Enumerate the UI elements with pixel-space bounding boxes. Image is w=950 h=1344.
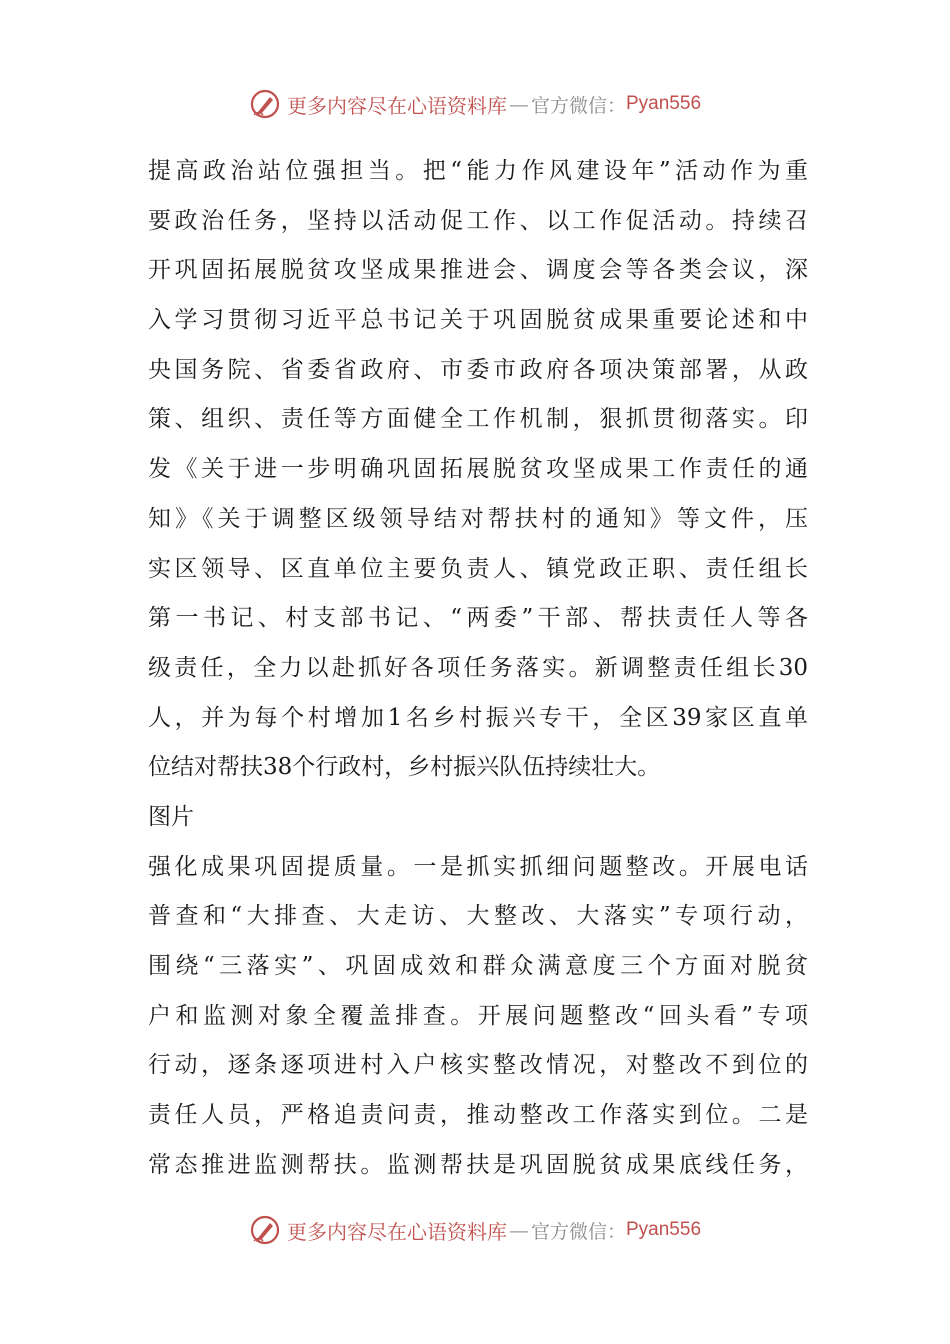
- body-line: 开巩固拓展脱贫攻坚成果推进会、调度会等各类会议，深: [148, 257, 808, 284]
- body-line: 入学习贯彻习近平总书记关于巩固脱贫成果重要论述和中: [148, 307, 808, 334]
- banner-dash: —: [508, 1218, 529, 1242]
- body-line: 责任人员，严格追责问责，推动整改工作落实到位。二是: [148, 1102, 808, 1129]
- body-line: 要政治任务，坚持以活动促工作、以工作促活动。持续召: [148, 207, 808, 234]
- body-line: 人，并为每个村增加1名乡村振兴专干，全区39家区直单: [148, 704, 808, 731]
- body-line: 围绕“三落实”、巩固成效和群众满意度三个方面对脱贫: [148, 953, 808, 979]
- body-line: 提高政治站位强担当。把“能力作风建设年”活动作为重: [148, 158, 808, 184]
- banner-dash: —: [508, 92, 529, 116]
- body-line: 实区领导、区直单位主要负责人、镇党政正职、责任组长: [148, 555, 808, 582]
- pen-logo-icon: [249, 1214, 281, 1246]
- pen-logo-icon: [249, 88, 281, 120]
- header-banner: [0, 84, 950, 124]
- footer-banner: [0, 1210, 950, 1250]
- banner-wechat-id: Pyan556: [626, 1219, 702, 1240]
- document-body: [148, 147, 808, 1190]
- body-line: 普查和“大排查、大走访、大整改、大落实”专项行动，: [148, 903, 808, 930]
- banner-site-name: 更多内容尽在心语资料库: [286, 1219, 507, 1244]
- banner-wechat-label: 官方微信：: [530, 1220, 626, 1243]
- body-line: 强化成果巩固提质量。一是抓实抓细问题整改。开展电话: [148, 853, 808, 880]
- body-line: 行动，逐条逐项进村入户核实整改情况，对整改不到位的: [148, 1052, 808, 1079]
- body-line: 发《关于进一步明确巩固拓展脱贫攻坚成果工作责任的通: [148, 456, 808, 483]
- banner-wechat-label: 官方微信：: [530, 94, 626, 117]
- banner-wechat-id: Pyan556: [626, 93, 702, 114]
- image-placeholder-label: 图片: [148, 803, 194, 830]
- body-line: 户和监测对象全覆盖排查。开展问题整改“回头看”专项: [148, 1002, 808, 1029]
- body-line: 常态推进监测帮扶。监测帮扶是巩固脱贫成果底线任务，: [148, 1151, 808, 1178]
- body-line: 位结对帮扶38个行政村，乡村振兴队伍持续壮大。: [148, 754, 661, 781]
- body-line: 级责任，全力以赴抓好各项任务落实。新调整责任组长30: [148, 654, 808, 681]
- body-line: 央国务院、省委省政府、市委市政府各项决策部署，从政: [148, 356, 808, 383]
- body-line: 知》《关于调整区级领导结对帮扶村的通知》等文件，压: [148, 505, 808, 532]
- body-line: 第一书记、村支部书记、“两委”干部、帮扶责任人等各: [148, 605, 808, 632]
- body-line: 策、组织、责任等方面健全工作机制，狠抓贯彻落实。印: [148, 406, 808, 433]
- banner-site-name: 更多内容尽在心语资料库: [286, 93, 507, 118]
